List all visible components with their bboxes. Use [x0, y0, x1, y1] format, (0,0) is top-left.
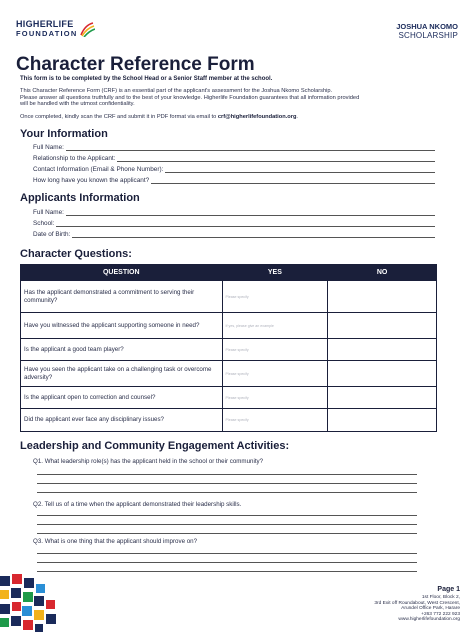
applicant-full-name-field[interactable]	[33, 207, 435, 216]
question-cell: Did the applicant ever face any disciplinary issues?	[21, 409, 223, 432]
answer-line[interactable]	[37, 562, 417, 563]
address-line: 1st Floor, Block 2,	[421, 595, 460, 600]
field-label: Full Name:	[33, 144, 64, 151]
scholarship-logo	[396, 22, 458, 40]
no-answer-cell[interactable]	[328, 387, 437, 409]
question-column-header: QUESTION	[21, 265, 223, 281]
field-label: How long have you known the applicant?	[33, 177, 150, 184]
submission-email[interactable]: crf@higherlifefoundation.org	[217, 114, 297, 120]
address-line: 3rd Exit off Roundabout, West Crescent,	[374, 600, 460, 606]
form-subtitle: This form is to be completed by the School Head or a Senior Staff member at the school.	[20, 76, 273, 82]
brand-pattern-graphic	[0, 574, 62, 632]
pattern-block	[0, 576, 10, 586]
scholarship-name: JOSHUA NKOMO	[396, 22, 458, 31]
your-information-heading: Your Information	[20, 128, 108, 140]
foundation-name: FOUNDATION	[16, 29, 78, 38]
field-label: Contact Information (Email & Phone Number):	[33, 166, 164, 173]
pattern-block	[23, 592, 33, 602]
page-number: Page 1	[437, 586, 460, 593]
no-answer-cell[interactable]	[328, 361, 437, 387]
table-row	[21, 361, 437, 387]
applicants-information-heading: Applicants Information	[20, 192, 140, 204]
no-answer-cell[interactable]	[328, 313, 437, 339]
intro-line: This Character Reference Form (CRF) is an essential part of the applicant's assessment for the Joshua Nkomo Scholarship.	[20, 88, 333, 94]
field-line[interactable]	[117, 155, 435, 162]
answer-line[interactable]	[37, 571, 417, 572]
pattern-block	[34, 610, 44, 620]
higherlife-logo	[16, 20, 95, 38]
flame-icon	[79, 21, 95, 37]
higherlife-name: HIGHERLIFE	[16, 19, 74, 29]
yes-answer-cell[interactable]: If yes, please give an example	[222, 313, 328, 339]
no-answer-cell[interactable]	[328, 409, 437, 432]
contact-info-field[interactable]	[33, 164, 435, 173]
pattern-block	[0, 590, 9, 599]
field-line[interactable]	[66, 209, 435, 216]
answer-line[interactable]	[37, 492, 417, 493]
answer-line[interactable]	[37, 553, 417, 554]
intro-line: will be handled with the utmost confidentiality.	[20, 101, 135, 108]
yes-answer-cell[interactable]: Please specify	[222, 361, 328, 387]
field-line[interactable]	[165, 166, 435, 173]
pattern-block	[11, 588, 21, 598]
no-column-header: NO	[328, 265, 437, 281]
address-line: Arundel Office Park, Harare	[401, 606, 460, 612]
yes-answer-cell[interactable]: Please specify	[222, 387, 328, 409]
question-cell: Is the applicant open to correction and counsel?	[21, 387, 223, 409]
school-field[interactable]	[33, 218, 435, 227]
table-row	[21, 313, 437, 339]
table-row	[21, 409, 437, 432]
table-header-row	[21, 265, 437, 281]
table-row	[21, 281, 437, 313]
character-questions-heading: Character Questions:	[20, 248, 132, 260]
field-line[interactable]	[66, 144, 435, 151]
instruction-text: Once completed, kindly scan the CRF and submit it in PDF format via email to	[20, 114, 218, 120]
no-answer-cell[interactable]	[328, 339, 437, 361]
answer-line[interactable]	[37, 524, 417, 525]
answer-line[interactable]	[37, 533, 417, 534]
higherlife-wordmark	[16, 20, 77, 38]
known-duration-field[interactable]	[33, 175, 435, 184]
field-line[interactable]	[72, 231, 435, 238]
page-title: Character Reference Form	[16, 54, 255, 75]
phone-number: +263 772 222 923	[421, 611, 460, 617]
page-header	[16, 20, 458, 50]
question-cell: Have you seen the applicant take on a challenging task or overcome adversity?	[21, 361, 223, 387]
pattern-block	[46, 600, 55, 609]
field-label: Date of Birth:	[33, 231, 71, 238]
table-row	[21, 339, 437, 361]
relationship-field[interactable]	[33, 153, 435, 162]
leadership-question-2: Q2. Tell us of a time when the applicant demonstrated their leadership skills.	[33, 501, 242, 508]
yes-answer-cell[interactable]: Please specify	[222, 339, 328, 361]
leadership-question-1: Q1. What leadership role(s) has the applicant held in the school or their community?	[33, 458, 264, 465]
character-questions-table	[20, 264, 437, 432]
answer-line[interactable]	[37, 474, 417, 475]
pattern-block	[0, 604, 10, 614]
scholarship-word: SCHOLARSHIP	[398, 31, 458, 40]
website-link[interactable]: www.higherlifefoundation.org	[398, 617, 460, 623]
pattern-block	[23, 620, 33, 630]
pattern-block	[11, 616, 21, 626]
field-line[interactable]	[151, 177, 435, 184]
yes-answer-cell[interactable]: Please specify	[222, 409, 328, 432]
pattern-block	[34, 596, 44, 606]
pattern-block	[0, 618, 9, 627]
page-footer	[374, 586, 460, 623]
pattern-block	[46, 614, 56, 624]
pattern-block	[35, 624, 43, 632]
date-of-birth-field[interactable]	[33, 229, 435, 238]
no-answer-cell[interactable]	[328, 281, 437, 313]
submission-instruction	[20, 114, 298, 120]
yes-answer-cell[interactable]: Please specify	[222, 281, 328, 313]
yes-column-header: YES	[222, 265, 328, 281]
pattern-block	[22, 606, 32, 616]
pattern-block	[12, 574, 22, 584]
intro-line: Please answer all questions truthfully and to the best of your knowledge. Higherlife Foundation guarantees that all information provided	[20, 94, 360, 101]
field-label: Relationship to the Applicant:	[33, 155, 116, 162]
pattern-block	[24, 578, 34, 588]
table-row	[21, 387, 437, 409]
leadership-heading: Leadership and Community Engagement Activities:	[20, 440, 290, 452]
answer-line[interactable]	[37, 515, 417, 516]
question-cell: Is the applicant a good team player?	[21, 339, 223, 361]
leadership-question-3: Q3. What is one thing that the applicant should improve on?	[33, 538, 198, 545]
footer-address	[374, 595, 460, 623]
field-label: Full Name:	[33, 209, 64, 216]
referee-full-name-field[interactable]	[33, 142, 435, 151]
pattern-block	[12, 602, 21, 611]
instruction-end: .	[296, 114, 299, 120]
field-label: School:	[33, 220, 55, 227]
question-cell: Has the applicant demonstrated a commitment to serving their community?	[21, 281, 223, 313]
question-cell: Have you witnessed the applicant supporting someone in need?	[21, 313, 223, 339]
pattern-block	[36, 584, 45, 593]
intro-paragraph	[20, 88, 440, 108]
field-line[interactable]	[56, 220, 435, 227]
answer-line[interactable]	[37, 483, 417, 484]
